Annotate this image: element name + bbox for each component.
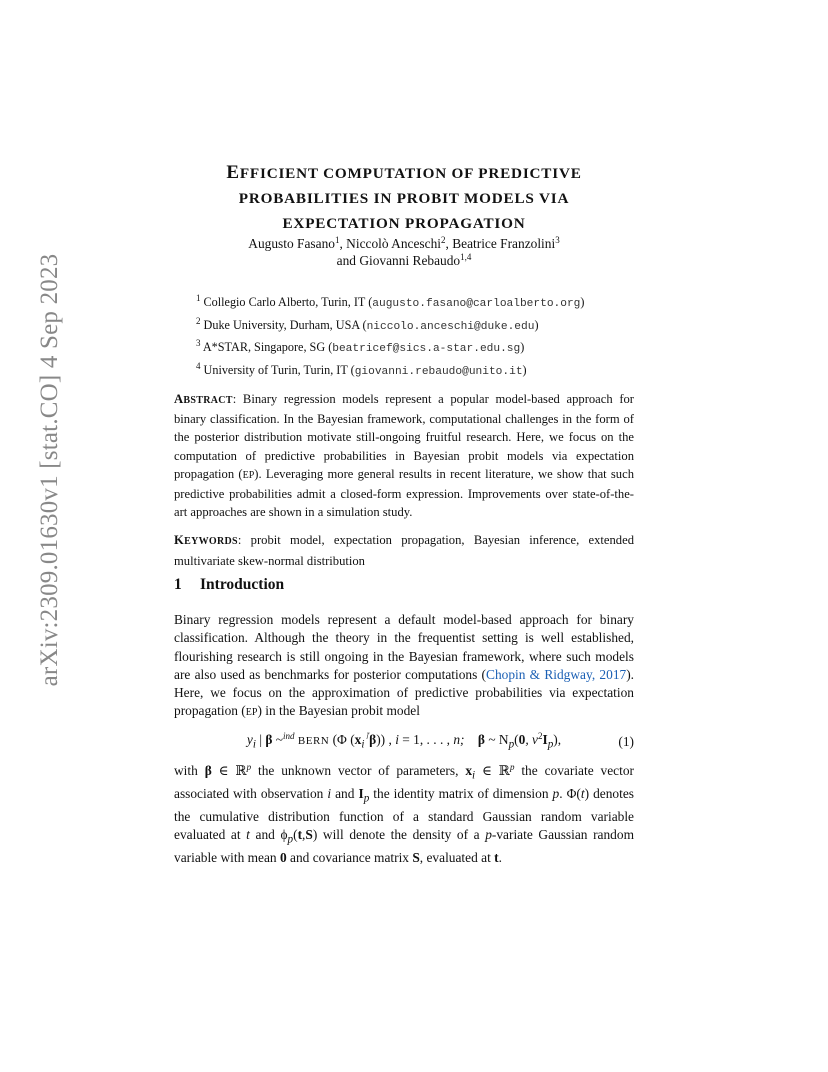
equation-1 — [174, 731, 634, 754]
affiliation-item: $^2$ Duke University, Durham, USA (niccolo.anceschi@duke.edu) — [196, 315, 539, 333]
email-link[interactable]: niccolo.anceschi@duke.edu — [366, 320, 535, 333]
title-line-3: EXPECTATION PROPAGATION — [282, 215, 526, 232]
author-list: Augusto Fasano$^1$, Niccolò Anceschi$^2$, Beatrice Franzolini$^3$ and Giovanni Rebaudo$^{1,4}$ — [248, 235, 560, 268]
author-name: Giovanni Rebaudo — [359, 253, 461, 268]
affiliation-item: $^4$ University of Turin, Turin, IT (giovanni.rebaudo@unito.it) — [196, 360, 527, 378]
intro-paragraph-1: Binary regression models represent a default model-based approach for binary classification. Although the theory in the frequentist setting is well established, flourishing research is still ongoing in the Bayesian framework, where such models are also used as benchmarks for posterior computations (Chopin & Ridgway, 2017). Here, we focus on the approximation of predictive probabilities via expectation propagation (EP) in the Bayesian probit model — [174, 612, 635, 719]
affiliation-item: $^1$ Collegio Carlo Alberto, Turin, IT (augusto.fasano@carloalberto.org) — [196, 293, 585, 310]
author-name: Niccolò Anceschi — [346, 236, 441, 251]
title-line-1: EFFICIENT COMPUTATION OF PREDICTIVE — [226, 162, 582, 183]
arxiv-watermark — [28, 253, 72, 687]
affiliation-list — [196, 292, 584, 382]
citation-link[interactable]: Chopin & Ridgway, 2017 — [486, 666, 627, 682]
equation-number: (1) — [618, 734, 634, 750]
paper-title — [174, 160, 634, 236]
equation-body: $y_i$ | β ~$^{ind}$ BERN (Φ $(x_i^⊺\beta)$) , i = 1, . . . , n; β ~ $N_p(0$, $\nu^2I_p$), — [246, 730, 562, 751]
intro-body — [174, 611, 634, 867]
title-line-2: PROBABILITIES IN PROBIT MODELS VIA — [238, 190, 570, 207]
email-link[interactable]: augusto.fasano@carloalberto.org — [372, 298, 581, 310]
keywords: KEYWORDS: probit model, expectation propagation, Bayesian inference, extended multivariate skew-normal distribution — [174, 533, 634, 568]
email-link[interactable]: beatricef@sics.a-star.edu.sg — [332, 343, 521, 355]
section-heading: 1 Introduction — [174, 576, 285, 593]
author-name: Augusto Fasano — [248, 236, 335, 251]
arxiv-id: arXiv:2309.01630v1 [stat.CO] 4 Sep 2023 — [36, 253, 63, 687]
affiliation-item: $^3$ A*STAR, Singapore, SG (beatricef@sics.a-star.edu.sg) — [196, 338, 525, 355]
intro-paragraph-2: with β ∈ ℝ$^p$ the unknown vector of parameters, $x_i$ ∈ ℝ$^p$ the covariate vector associated with observation i and $I_p$ the identity matrix of dimension p. Φ(t) denotes the cumulative distribution function of a standard Gaussian random variable evaluated at t and $\phi_p(t,S)$ will denote the density of a p-variate Gaussian random variable with mean 0 and covariance matrix S, evaluated at t. — [174, 761, 634, 865]
abstract — [174, 390, 634, 570]
author-name: Beatrice Franzolini — [452, 236, 556, 251]
email-link[interactable]: giovanni.rebaudo@unito.it — [354, 365, 523, 378]
abstract-paragraph: ABSTRACT: Binary regression models represent a popular model-based approach for binary classification. In the Bayesian framework, computational challenges in the form of the posterior distribution motivate still-ongoing fruitful research. Here, we focus on the computation of predictive probabilities in Bayesian probit models via expectation propagation (EP). Leveraging more general results in recent literature, we show that such predictive probabilities admit a closed-form expression. Improvements over state-of-the-art approaches are shown in a simulation study. — [174, 392, 634, 520]
